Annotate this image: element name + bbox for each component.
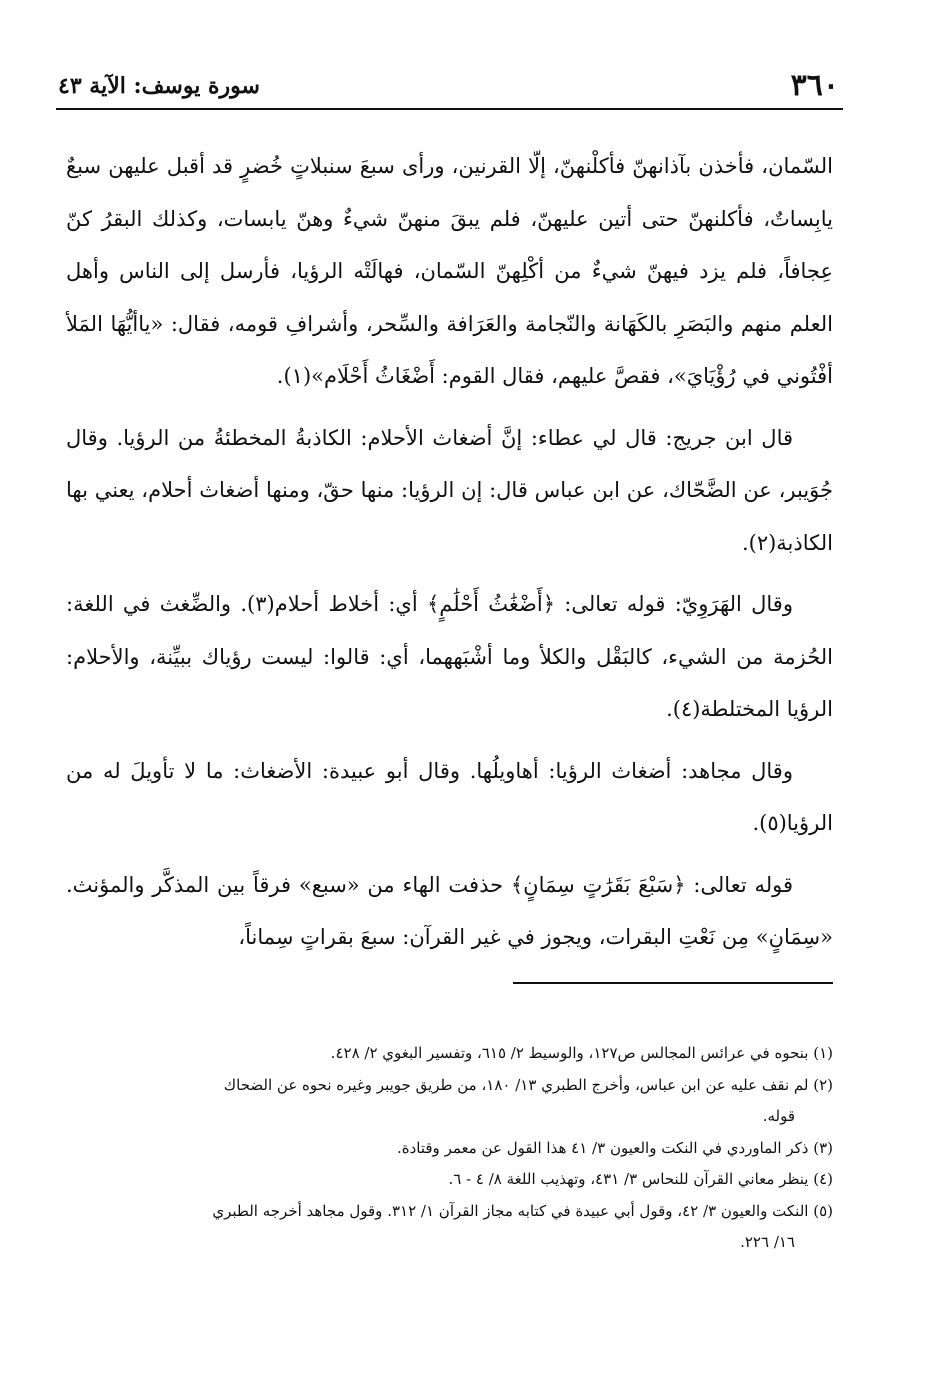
footnotes [62,1038,833,1259]
footnote-1: (١) بنحوه في عرائس المجالس ص١٢٧، والوسيط ٢/ ٦١٥، وتفسير البغوي ٢/ ٤٢٨. [330,1044,833,1062]
paragraph-4: وقال مجاهد: أضغاث الرؤيا: أهاويلُها. وقال أبو عبيدة: الأضغاث: ما لا تأويلَ له من الرؤيا(٥). [66,758,833,835]
footnote-5: (٥) النكت والعيون ٣/ ٤٢، وقول أبي عبيدة في كتابه مجاز القرآن ١/ ٣١٢. وقول مجاهد أخرجه الطبري [212,1201,833,1220]
footnote-2: (٢) لم نقف عليه عن ابن عباس، وأخرج الطبري ١٣/ ١٨٠، من طريق جويبر وغيره نحوه عن الضحاك [223,1075,833,1094]
footnote-4: (٤) ينظر معاني القرآن للنحاس ٣/ ٤٣١، وتهذيب اللغة ٨/ ٤ - ٦. [448,1170,833,1188]
page-header [58,62,839,106]
paragraph-3: وقال الهَرَوِيّ: قوله تعالى: ﴿أَضْغَٰثُ أَحْلَٰمٍ﴾ أي: أخلاط أحلام(٣). والضِّغث في اللغة: الحُزمة من الشيء، كالبَقْل والكلأ وما أشْبَههما، أي: قالوا: ليست رؤياك ببيِّنة، والأحلام: الرؤيا المختلطة(٤). [66,592,833,721]
header-rule [56,108,843,110]
footnote-3: (٣) ذكر الماوردي في النكت والعيون ٣/ ٤١ هذا القول عن معمر وقتادة. [396,1138,833,1157]
paragraph-5: قوله تعالى: ﴿سَبْعَ بَقَرَٰتٍ سِمَانٍ﴾ حذفت الهاء من «سبع» فرقاً بين المذكَّر والمؤنث. «سِمَانٍ» مِن نَعْتِ البقرات، ويجوز في غير القرآن: سبعَ بقراتٍ سِماناً، [66,872,833,949]
main-text [66,140,833,973]
page-number: ٣٦٠ [790,68,839,103]
running-title: سورة يوسف: الآية ٤٣ [58,73,260,99]
footnote-2-continuation: قوله. [762,1107,795,1125]
footnote-5-continuation: ١٦/ ٢٢٦. [740,1233,795,1251]
paragraph-2: قال ابن جريج: قال لي عطاء: إنَّ أضغاث الأحلام: الكاذبةُ المخطئةُ من الرؤيا. وقال جُوَيبر، عن الضَّحّاك، عن ابن عباس قال: إن الرؤيا: منها حقّ، ومنها أضغاث أحلام، يعني بها الكاذبة(٢). [66,425,833,555]
footnote-rule [513,982,833,984]
paragraph-1: السّمان، فأخذن بآذانهنّ فأكلْنهنّ، إلّا القرنين، ورأى سبعَ سنبلاتٍ خُضرٍ قد أقبل عليهن سبعٌ يابِساتٌ، فأكلنهنّ حتى أتين عليهنّ، فلم يبقَ منهنّ شيءٌ وهنّ يابسات، وكذلك البقرُ كنّ عِجافاً، فلم يزد فيهنّ شيءٌ من أكْلِهنّ السّمان، فهالَتْه الرؤيا، فأرسل إلى الناس وأهل العلم منهم والبَصَرِ بالكَهَانة والنّجامة والعَرَافة والسِّحر، وأشرافِ قومه، فقال: «ياأيُّهَا المَلأ أفْتُوني في رُؤْيَايَ»، فقصَّ عليهم، فقال القوم: أَضْغَاثُ أَحْلَام»(١). [66,154,833,388]
